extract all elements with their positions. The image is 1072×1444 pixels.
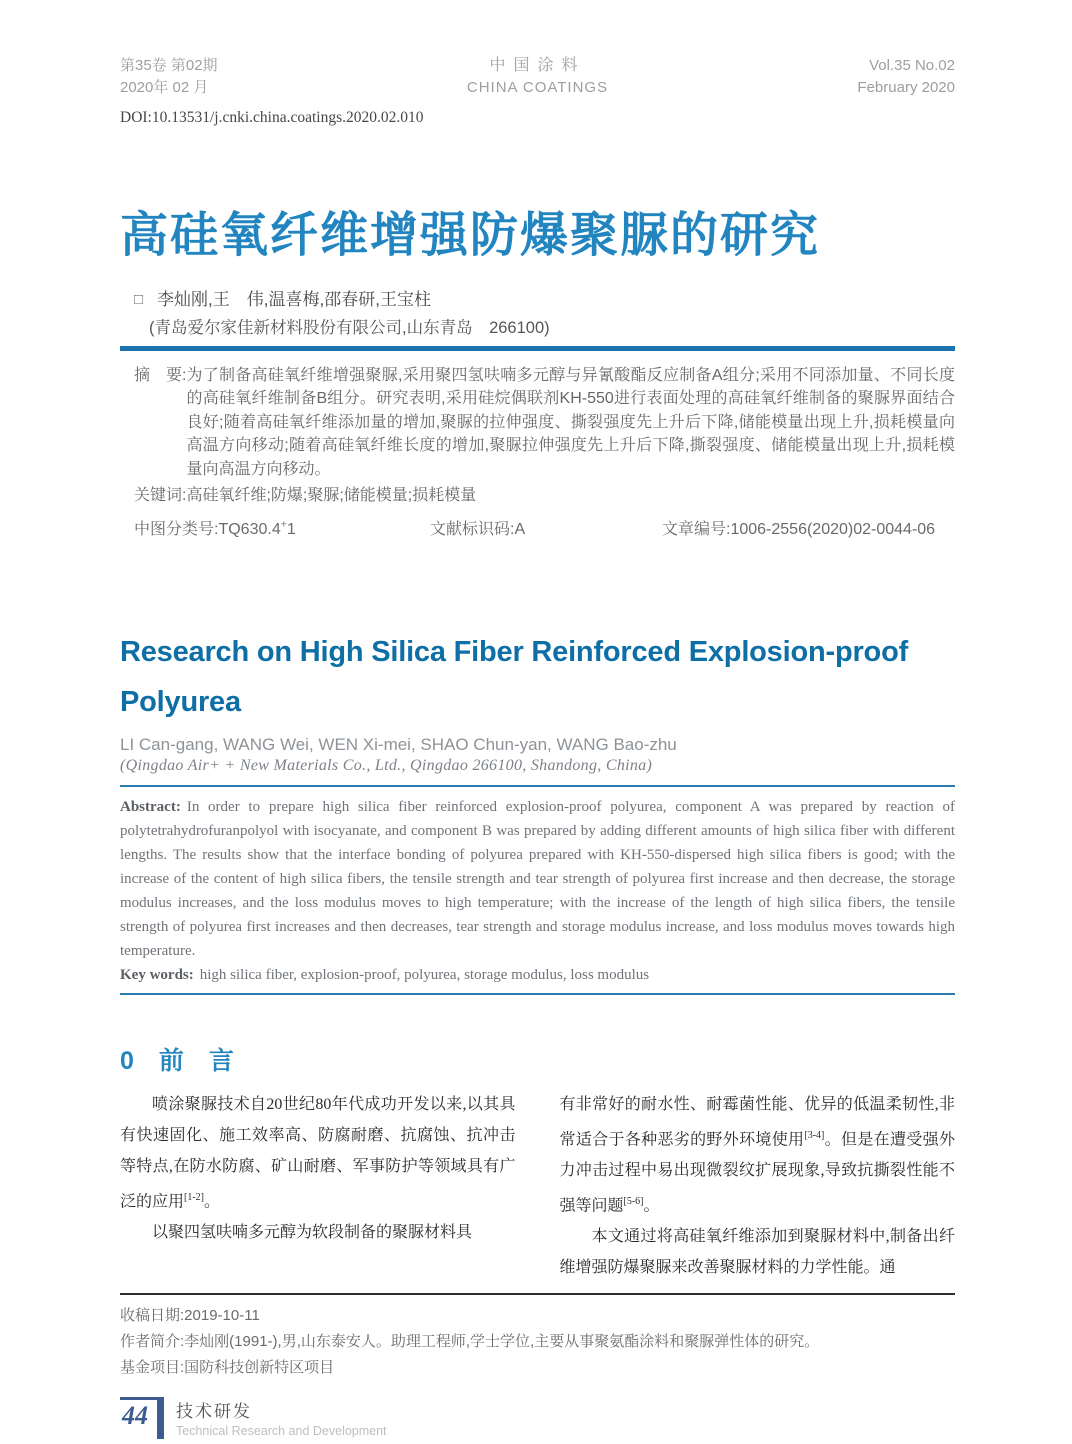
page-number: 44 [122, 1401, 148, 1431]
funding-label: 基金项目: [120, 1359, 185, 1377]
divider-thin-bottom [120, 993, 955, 995]
column-right [560, 1089, 956, 1284]
clc-base: TQ630.4 [218, 520, 281, 538]
received-date-value: 2019-10-11 [184, 1307, 260, 1325]
footnotes [120, 1303, 955, 1381]
clc-superscript: + [280, 518, 287, 531]
abstract-cn-text: 为了制备高硅氧纤维增强聚脲,采用聚四氢呋喃多元醇与异氰酸酯反应制备A组分;采用不同添加量、不同长度的高硅氧纤维制备B组分。研究表明,采用硅烷偶联剂KH-550进行表面处理的高硅氧纤维制备的聚脲界面结合良好;随着高硅氧纤维添加量的增加,聚脲的拉伸强度、撕裂强度先上升后下降,储能模量出现上升,损耗模量向高温方向移动;随着高硅氧纤维长度的增加,聚脲拉伸强度先上升后下降,撕裂强度、储能模量出现上升,损耗模量向高温方向移动。 [186, 366, 955, 478]
keywords-cn-text: 高硅氧纤维;防爆;聚脲;储能模量;损耗模量 [186, 487, 477, 505]
clc-label: 中图分类号: [134, 520, 219, 538]
section-heading-intro: 0 前 言 [120, 1046, 234, 1075]
affiliation-cn: (青岛爱尔家佳新材料股份有限公司,山东青岛 266100) [149, 318, 550, 337]
author-bio-text: 李灿刚(1991-),男,山东泰安人。助理工程师,学士学位,主要从事聚氨酯涂料和聚脲弹性体的研究。 [184, 1333, 820, 1351]
abstract-en [120, 795, 955, 963]
abstract-en-label: Abstract: [120, 798, 181, 815]
paragraph-3 [560, 1089, 956, 1222]
header-right [857, 55, 955, 99]
divider-thick [120, 346, 955, 351]
keywords-cn [120, 484, 955, 508]
footnote-divider [120, 1293, 955, 1295]
author-marker-icon: □ [134, 290, 144, 308]
paragraph-1-tail: 。 [204, 1192, 221, 1210]
paragraph-1 [120, 1089, 516, 1217]
funding-text: 国防科技创新特区项目 [184, 1359, 335, 1377]
affiliation-en: (Qingdao Air+ + New Materials Co., Ltd., Qingdao 266100, Shandong, China) [120, 756, 653, 774]
keywords-en-label: Key words: [120, 966, 194, 983]
citation-ref-1: [1-2] [184, 1191, 205, 1203]
article-id-value: 1006-2556(2020)02-0044-06 [730, 520, 936, 538]
author-bio-label: 作者简介: [120, 1333, 185, 1351]
received-date [120, 1303, 955, 1329]
column-left [120, 1089, 516, 1284]
page-footer [120, 1397, 955, 1439]
paragraph-2 [120, 1217, 516, 1248]
keywords-en-text: high silica fiber, explosion-proof, polyurea, storage modulus, loss modulus [199, 966, 650, 983]
divider-thin-top [120, 785, 955, 787]
date-cn: 2020年 02 月 [120, 79, 209, 96]
authors-cn-text: 李灿刚,王 伟,温喜梅,邵春研,王宝柱 [157, 289, 431, 309]
authors-en: LI Can-gang, WANG Wei, WEN Xi-mei, SHAO Chun-yan, WANG Bao-zhu [120, 734, 677, 754]
article-id-label: 文章编号: [662, 520, 731, 538]
author-bio [120, 1329, 955, 1355]
paragraph-3-text-2: 。但是在遭受强外力冲击过程中易出现微裂纹扩展现象,导致抗撕裂性能不强等问题 [559, 1130, 955, 1215]
journal-name-en: CHINA COATINGS [466, 79, 609, 96]
body-columns [120, 1089, 955, 1284]
authors-cn [120, 285, 955, 310]
clc-number [134, 516, 430, 539]
footer-section-en: Technical Research and Development [176, 1424, 387, 1439]
footer-section [176, 1397, 387, 1438]
paragraph-4 [560, 1221, 956, 1283]
journal-header [120, 55, 955, 99]
page-number-badge [120, 1397, 157, 1431]
doi: DOI:10.13531/j.cnki.china.coatings.2020.02.010 [120, 109, 424, 126]
clc-tail: 1 [286, 520, 296, 538]
received-date-label: 收稿日期: [120, 1307, 185, 1325]
citation-ref-3: [5-6] [623, 1195, 644, 1207]
article-title-en: Research on High Silica Fiber Reinforced Explosion-proof Polyurea [120, 635, 909, 718]
keywords-en [120, 963, 955, 987]
document-code [430, 516, 662, 539]
citation-ref-2: [3-4] [804, 1129, 825, 1141]
paragraph-1-text: 喷涂聚脲技术自20世纪80年代成功开发以来,以其具有快速固化、施工效率高、防腐耐磨、抗腐蚀、抗冲击等特点,在防水防腐、矿山耐磨、军事防护等领域具有广泛的应用 [120, 1095, 516, 1210]
date-en: February 2020 [857, 79, 955, 96]
footer-vertical-bar [157, 1397, 164, 1439]
article-title-cn: 高硅氧纤维增强防爆聚脲的研究 [120, 209, 821, 262]
keywords-cn-label: 关键词: [134, 487, 187, 505]
document-code-value: A [514, 520, 526, 538]
header-left [120, 55, 218, 99]
funding-project [120, 1355, 955, 1381]
paragraph-3-text-3: 。 [643, 1197, 660, 1215]
volume-issue-cn: 第35卷 第02期 [120, 57, 218, 74]
paragraph-3-text-1: 有非常好的耐水性、耐霉菌性能、优异的低温柔韧性,非常适合于各种恶劣的野外环境使用 [559, 1095, 955, 1148]
abstract-cn [120, 364, 955, 482]
meta-row [120, 516, 955, 539]
document-code-label: 文献标识码: [430, 520, 515, 538]
footer-section-cn: 技术研发 [176, 1402, 252, 1422]
journal-name-cn: 中国涂料 [489, 57, 586, 74]
paragraph-2-text: 以聚四氢呋喃多元醇为软段制备的聚脲材料具 [152, 1223, 473, 1241]
abstract-cn-label: 摘 要: [134, 366, 187, 384]
paragraph-4-text: 本文通过将高硅氧纤维添加到聚脲材料中,制备出纤维增强防爆聚脲来改善聚脲材料的力学性能。通 [559, 1228, 955, 1277]
abstract-en-text: In order to prepare high silica fiber reinforced explosion-proof polyurea, component A was prepared by reaction of polytetrahydrofuranpolyol with isocyanate, and component B was prepared by adding different amounts of high silica fiber with different lengths. The results show that the interface bonding of polyurea prepared with KH-550-dispersed high silica fibers is good; with the increase of the content of high silica fibers, the tensile strength and tear strength of polyurea first increase and then decrease, the storage modulus increases, and the loss modulus moves to high temperature; with the increase of the length of high silica fibers, the tensile strength of polyurea first increases and then decreases, tear strength and storage modulus increase, and loss modulus moves towards high temperature. [120, 798, 955, 959]
header-center [467, 55, 608, 99]
article-id [662, 516, 935, 539]
volume-issue-en: Vol.35 No.02 [869, 57, 955, 74]
